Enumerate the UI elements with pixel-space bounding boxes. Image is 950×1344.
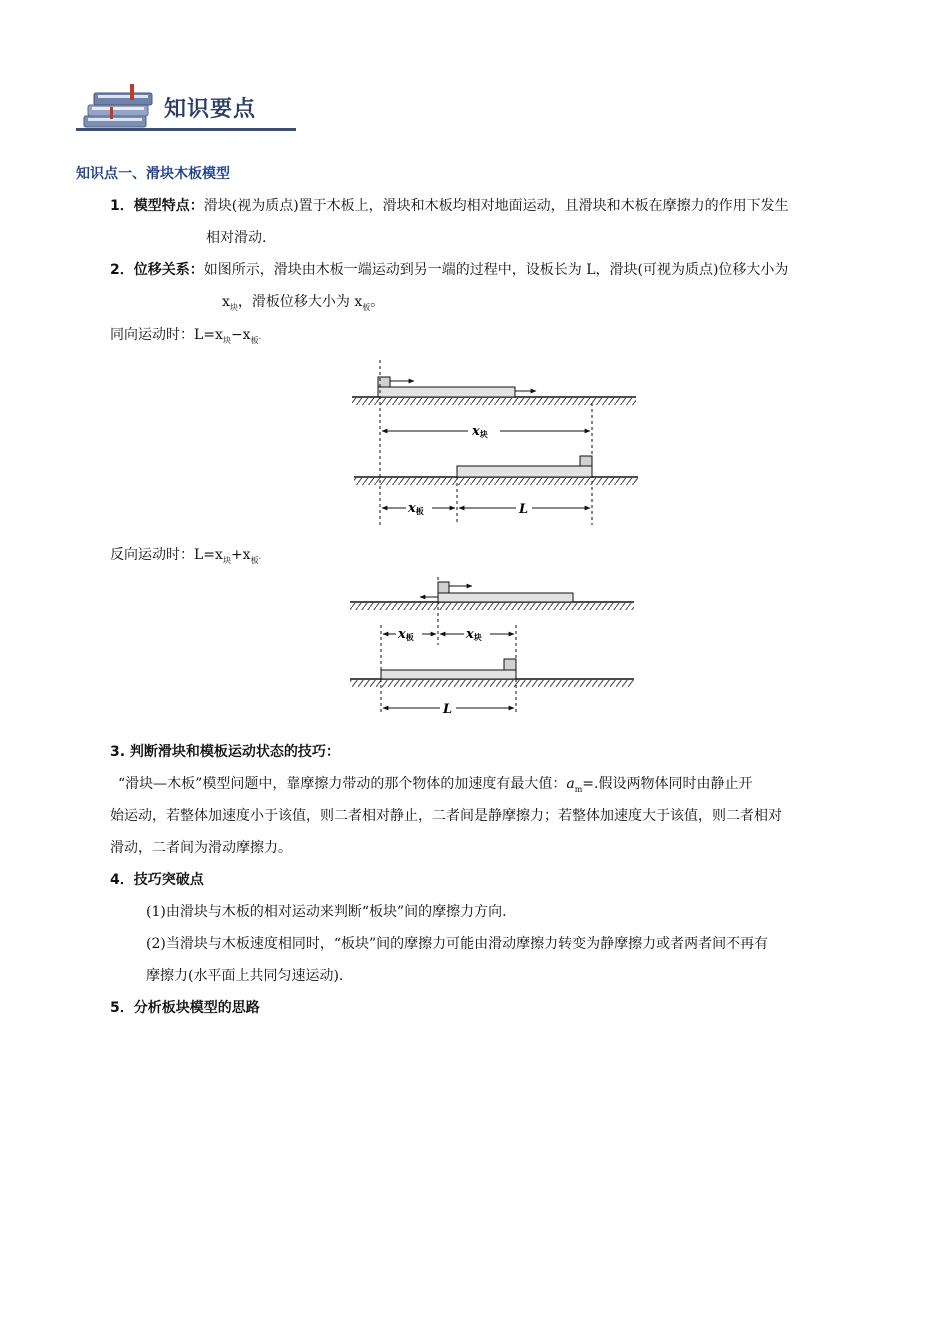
item4-point2-line1: (2)当滑块与木板速度相同时，“板块”间的摩擦力可能由滑动摩擦力转变为静摩擦力或者两者间不再有 bbox=[146, 936, 769, 952]
x-board-label: x板 bbox=[398, 627, 414, 642]
x-board-label: x板 bbox=[408, 501, 424, 516]
item4-point2-line2: 摩擦力(水平面上共同匀速运动). bbox=[146, 968, 344, 984]
board bbox=[438, 593, 573, 602]
item3-line2: 始运动，若整体加速度小于该值，则二者相对静止，二者间是静摩擦力；若整体加速度大于该值，则二者相对 bbox=[110, 808, 782, 824]
banner-title: 知识要点 bbox=[164, 97, 257, 122]
item3-line3: 滑动，二者间为滑动摩擦力。 bbox=[110, 840, 292, 856]
item5-label: 5．分析板块模型的思路 bbox=[110, 1000, 260, 1016]
board-end bbox=[457, 466, 592, 477]
item4-point1: (1)由滑块与木板的相对运动来判断“板块”间的摩擦力方向. bbox=[146, 904, 507, 920]
L-label: L bbox=[519, 502, 529, 517]
item4-label: 4．技巧突破点 bbox=[110, 872, 204, 888]
block bbox=[438, 582, 449, 593]
item2-line1 bbox=[110, 260, 788, 280]
figure-opposite-direction bbox=[340, 575, 650, 720]
item3-label: 3. 判断滑块和模板运动状态的技巧： bbox=[110, 744, 340, 760]
item1-line2: 相对滑动. bbox=[206, 230, 267, 246]
same-direction-formula: 同向运动时：$L=x_块-x_板$. bbox=[110, 327, 262, 345]
x-block-label: x块 bbox=[472, 424, 488, 439]
banner bbox=[76, 80, 296, 134]
item3-line1: “滑块—木板”模型问题中，靠摩擦力带动的那个物体的加速度有最大值：$a_m=$.假设两物体同时由静止开 bbox=[118, 776, 753, 794]
item1-label: 1．模型特点： bbox=[110, 198, 204, 214]
books-icon bbox=[80, 82, 162, 130]
section-heading: 知识点一、滑块木板模型 bbox=[76, 166, 230, 182]
block-end bbox=[504, 659, 516, 670]
figure-same-direction bbox=[340, 355, 650, 530]
item2-line2: $x_块$，滑板位移大小为 $x_板$。 bbox=[222, 294, 385, 312]
item2-label: 2．位移关系： bbox=[110, 262, 204, 278]
item1-line1 bbox=[110, 196, 789, 216]
board bbox=[378, 387, 515, 397]
item1-text: 滑块(视为质点)置于木板上，滑块和木板均相对地面运动，且滑块和木板在摩擦力的作用下发生 bbox=[203, 198, 789, 214]
L-label: L bbox=[443, 702, 453, 717]
x-block-label: x块 bbox=[466, 627, 482, 642]
block-end bbox=[580, 456, 592, 466]
item2-text: 如图所示，滑块由木板一端运动到另一端的过程中，设板长为 L，滑块(可视为质点)位移大小为 bbox=[203, 262, 789, 278]
banner-underline bbox=[76, 128, 296, 131]
board-end bbox=[381, 670, 516, 679]
ground-hatch bbox=[352, 398, 636, 405]
opposite-direction-formula: 反向运动时：$L=x_块+x_板$. bbox=[110, 547, 262, 565]
